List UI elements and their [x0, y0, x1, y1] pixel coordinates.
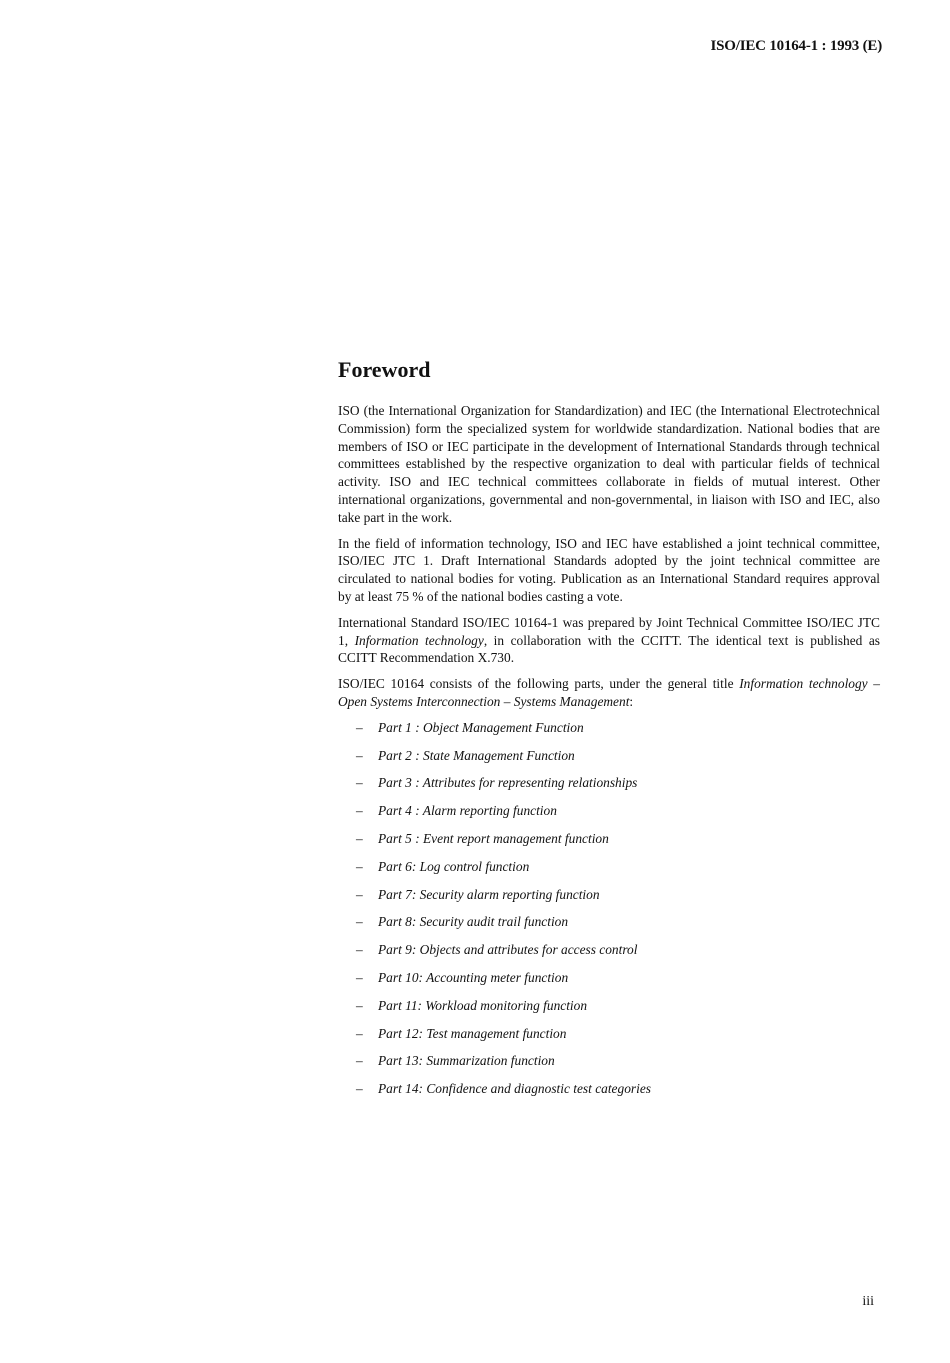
- part-title: Part 13: Summarization function: [378, 1053, 555, 1069]
- part-title: Part 10: Accounting meter function: [378, 969, 569, 985]
- list-item: [356, 941, 880, 969]
- part-title: Part 6: Log control function: [378, 858, 530, 874]
- dash-bullet: –: [356, 858, 363, 874]
- dash-bullet: –: [356, 997, 363, 1013]
- list-item: [356, 747, 880, 775]
- paragraph-3-italic: Information technology: [354, 632, 484, 648]
- list-item: [356, 997, 880, 1025]
- part-title: Part 9: Objects and attributes for access control: [378, 942, 638, 958]
- part-title: Part 2 : State Management Function: [378, 747, 575, 763]
- part-title: Part 5 : Event report management function: [378, 830, 609, 846]
- document-header: ISO/IEC 10164-1 : 1993 (E): [710, 38, 882, 54]
- dash-bullet: –: [356, 1081, 363, 1097]
- dash-bullet: –: [356, 830, 363, 846]
- dash-bullet: –: [356, 1025, 363, 1041]
- page-title: Foreword: [338, 357, 431, 382]
- list-item: [356, 774, 880, 802]
- list-item: [356, 802, 880, 830]
- part-title: Part 12: Test management function: [378, 1025, 567, 1041]
- page-number: iii: [862, 1294, 874, 1309]
- paragraph-2: In the field of information technology, ISO and IEC have established a joint technical committee, ISO/IEC JTC 1. Draft International Standards adopted by the joint technical committee are circulated to national bodies for voting. Publication as an International Standard requires approval by at least 75 % of the national bodies casting a vote.: [338, 535, 880, 604]
- list-item: [356, 858, 880, 886]
- part-title: Part 7: Security alarm reporting function: [378, 886, 600, 902]
- part-title: Part 14: Confidence and diagnostic test categories: [378, 1081, 651, 1097]
- list-item: [356, 1025, 880, 1053]
- list-item: [356, 1052, 880, 1080]
- paragraph-4: [338, 675, 880, 711]
- part-title: Part 3 : Attributes for representing relationships: [378, 775, 638, 791]
- list-item: [356, 1080, 880, 1108]
- part-title: Part 4 : Alarm reporting function: [378, 803, 557, 819]
- dash-bullet: –: [356, 775, 363, 791]
- part-title: Part 8: Security audit trail function: [378, 914, 569, 930]
- list-item: [356, 719, 880, 747]
- dash-bullet: –: [356, 747, 363, 763]
- dash-bullet: –: [356, 1053, 363, 1069]
- dash-bullet: –: [356, 914, 363, 930]
- foreword-section: [338, 356, 880, 1108]
- list-item: [356, 886, 880, 914]
- parts-list: [338, 719, 880, 1108]
- dash-bullet: –: [356, 886, 363, 902]
- paragraph-3-text-c: , in collaboration with the CCITT. The identical text is published as CCITT Recommendation X.730.: [338, 632, 881, 666]
- list-item: [356, 830, 880, 858]
- dash-bullet: –: [356, 719, 363, 735]
- paragraph-4-text-a: ISO/IEC 10164 consists of the following parts, under the general title: [338, 676, 740, 692]
- list-item: [356, 969, 880, 997]
- paragraph-4-text-c: :: [629, 693, 634, 709]
- dash-bullet: –: [356, 969, 363, 985]
- paragraph-4-italic: Information technology – Open Systems Interconnection – Systems Management: [338, 676, 880, 709]
- part-title: Part 1 : Object Management Function: [378, 719, 584, 735]
- dash-bullet: –: [356, 942, 363, 958]
- dash-bullet: –: [356, 803, 363, 819]
- paragraph-3-text-a: International Standard ISO/IEC 10164-1 was prepared by Joint Technical Committee ISO/IEC JTC 1,: [338, 614, 880, 648]
- part-title: Part 11: Workload monitoring function: [378, 997, 588, 1013]
- paragraph-3: [338, 614, 880, 667]
- list-item: [356, 913, 880, 941]
- paragraph-1: ISO (the International Organization for Standardization) and IEC (the International Electrotechnical Commission) form the specialized system for worldwide standardization. National bodies that are members of ISO or IEC participate in the development of International Standards through technical committees established by the respective organization to deal with particular fields of technical activity. ISO and IEC technical committees collaborate in fields of mutual interest. Other international organizations, governmental and non-governmental, in liaison with ISO and IEC, also take part in the work.: [338, 403, 880, 525]
